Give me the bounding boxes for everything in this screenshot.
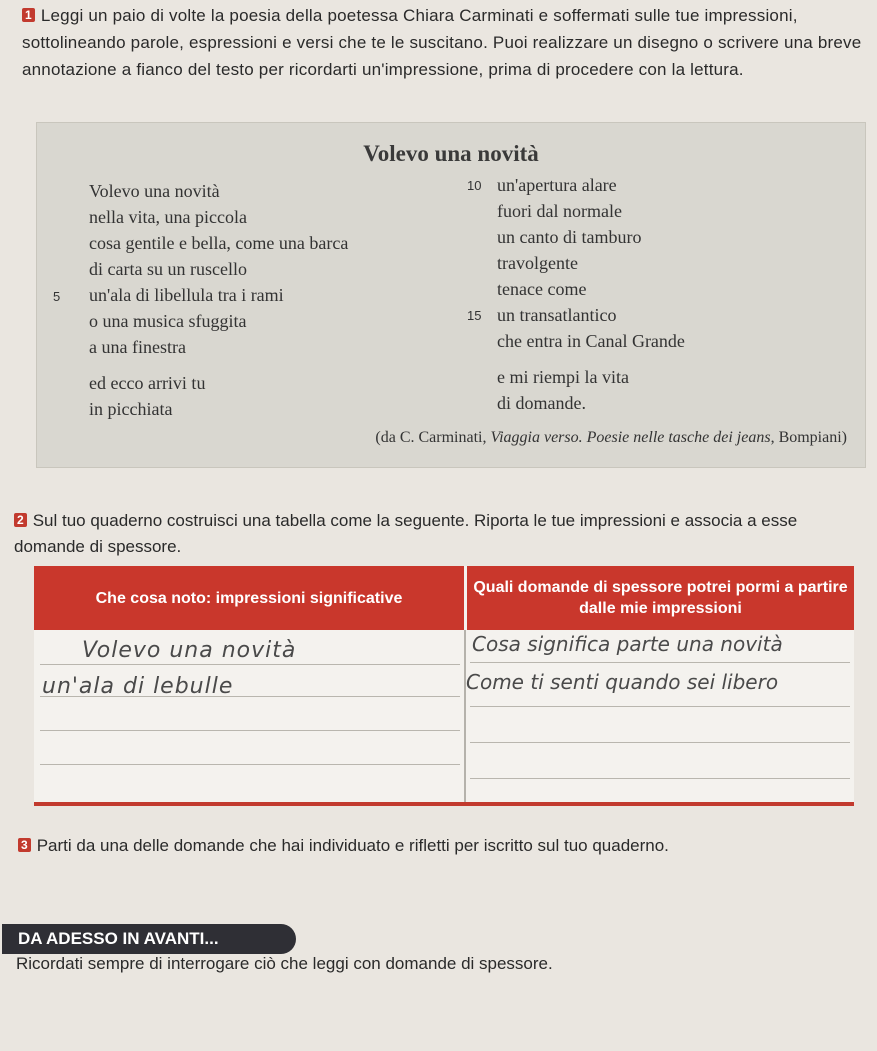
- line-number: 5: [53, 289, 61, 304]
- ruled-line: [470, 778, 850, 779]
- exercise-number-badge: 1: [22, 8, 35, 22]
- handwritten-entry: Come ti senti quando sei libero: [466, 670, 779, 694]
- intro-instruction: [22, 2, 862, 83]
- poem-line: un'apertura alare: [497, 175, 617, 195]
- line-number: 10: [467, 178, 482, 193]
- poem-line: a una finestra: [89, 337, 186, 357]
- ruled-line: [40, 764, 460, 765]
- table-header-right: Quali domande di spessore potrei pormi a partire dalle mie impressioni: [467, 566, 854, 630]
- handwritten-entry: Cosa significa parte una novità: [472, 632, 783, 656]
- question-3-text: Parti da una delle domande che hai individuato e rifletti per iscritto sul tuo quaderno.: [36, 836, 669, 855]
- ruled-line: [470, 662, 850, 663]
- poem-line: un canto di tamburo: [497, 227, 642, 247]
- ruled-line: [470, 706, 850, 707]
- poem-line: tenace come: [497, 279, 587, 299]
- section-badge: DA ADESSO IN AVANTI...: [2, 924, 296, 954]
- exercise-number-badge: 3: [18, 838, 31, 852]
- poem-line: un'ala di libellula tra i rami: [89, 285, 284, 305]
- poem-line: Volevo una novità: [89, 181, 220, 201]
- handwritten-entry: Volevo una novità: [82, 638, 297, 663]
- poem-source: [375, 429, 847, 447]
- source-suffix: , Bompiani): [770, 429, 847, 446]
- poem-line: nella vita, una piccola: [89, 207, 247, 227]
- poem-line: e mi riempi la vita: [497, 367, 629, 387]
- column-divider: [464, 630, 466, 802]
- question-3: [18, 836, 669, 856]
- ruled-line: [40, 730, 460, 731]
- poem-line: fuori dal normale: [497, 201, 622, 221]
- poem-line: un transatlantico: [497, 305, 617, 325]
- source-book-title: Viaggia verso. Poesie nelle tasche dei jeans: [490, 429, 771, 446]
- poem-line: cosa gentile e bella, come una barca: [89, 233, 349, 253]
- poem-line: in picchiata: [89, 399, 173, 419]
- exercise-number-badge: 2: [14, 513, 27, 527]
- question-2-text: Sul tuo quaderno costruisci una tabella come la seguente. Riporta le tue impressioni e associa a esse domande di spessore.: [14, 511, 798, 556]
- table-header-left: Che cosa noto: impressioni significative: [34, 566, 464, 630]
- poem-line: di domande.: [497, 393, 586, 413]
- source-prefix: (da C. Carminati,: [375, 429, 491, 446]
- line-number: 15: [467, 308, 482, 323]
- impressions-table: [34, 566, 854, 806]
- ruled-line: [40, 664, 460, 665]
- poem-line: travolgente: [497, 253, 578, 273]
- poem-box: [36, 122, 866, 468]
- intro-text: Leggi un paio di volte la poesia della poetessa Chiara Carminati e soffermati sulle tue impressioni, sottolineando parole, espressioni e versi che te le suscitano. Puoi realizzare un disegno o scrivere una breve annotazione a fianco del testo per ricordarti un'impressione, prima di procedere con la lettura.: [22, 6, 862, 79]
- ruled-line: [470, 742, 850, 743]
- question-2: [14, 508, 864, 560]
- poem-title: Volevo una novità: [363, 141, 539, 166]
- poem-line: o una musica sfuggita: [89, 311, 247, 331]
- handwritten-entry: un'ala di lebulle: [42, 674, 234, 699]
- poem-line: di carta su un ruscello: [89, 259, 247, 279]
- poem-line: che entra in Canal Grande: [497, 331, 685, 351]
- section-text: Ricordati sempre di interrogare ciò che leggi con domande di spessore.: [16, 954, 553, 973]
- poem-line: ed ecco arrivi tu: [89, 373, 206, 393]
